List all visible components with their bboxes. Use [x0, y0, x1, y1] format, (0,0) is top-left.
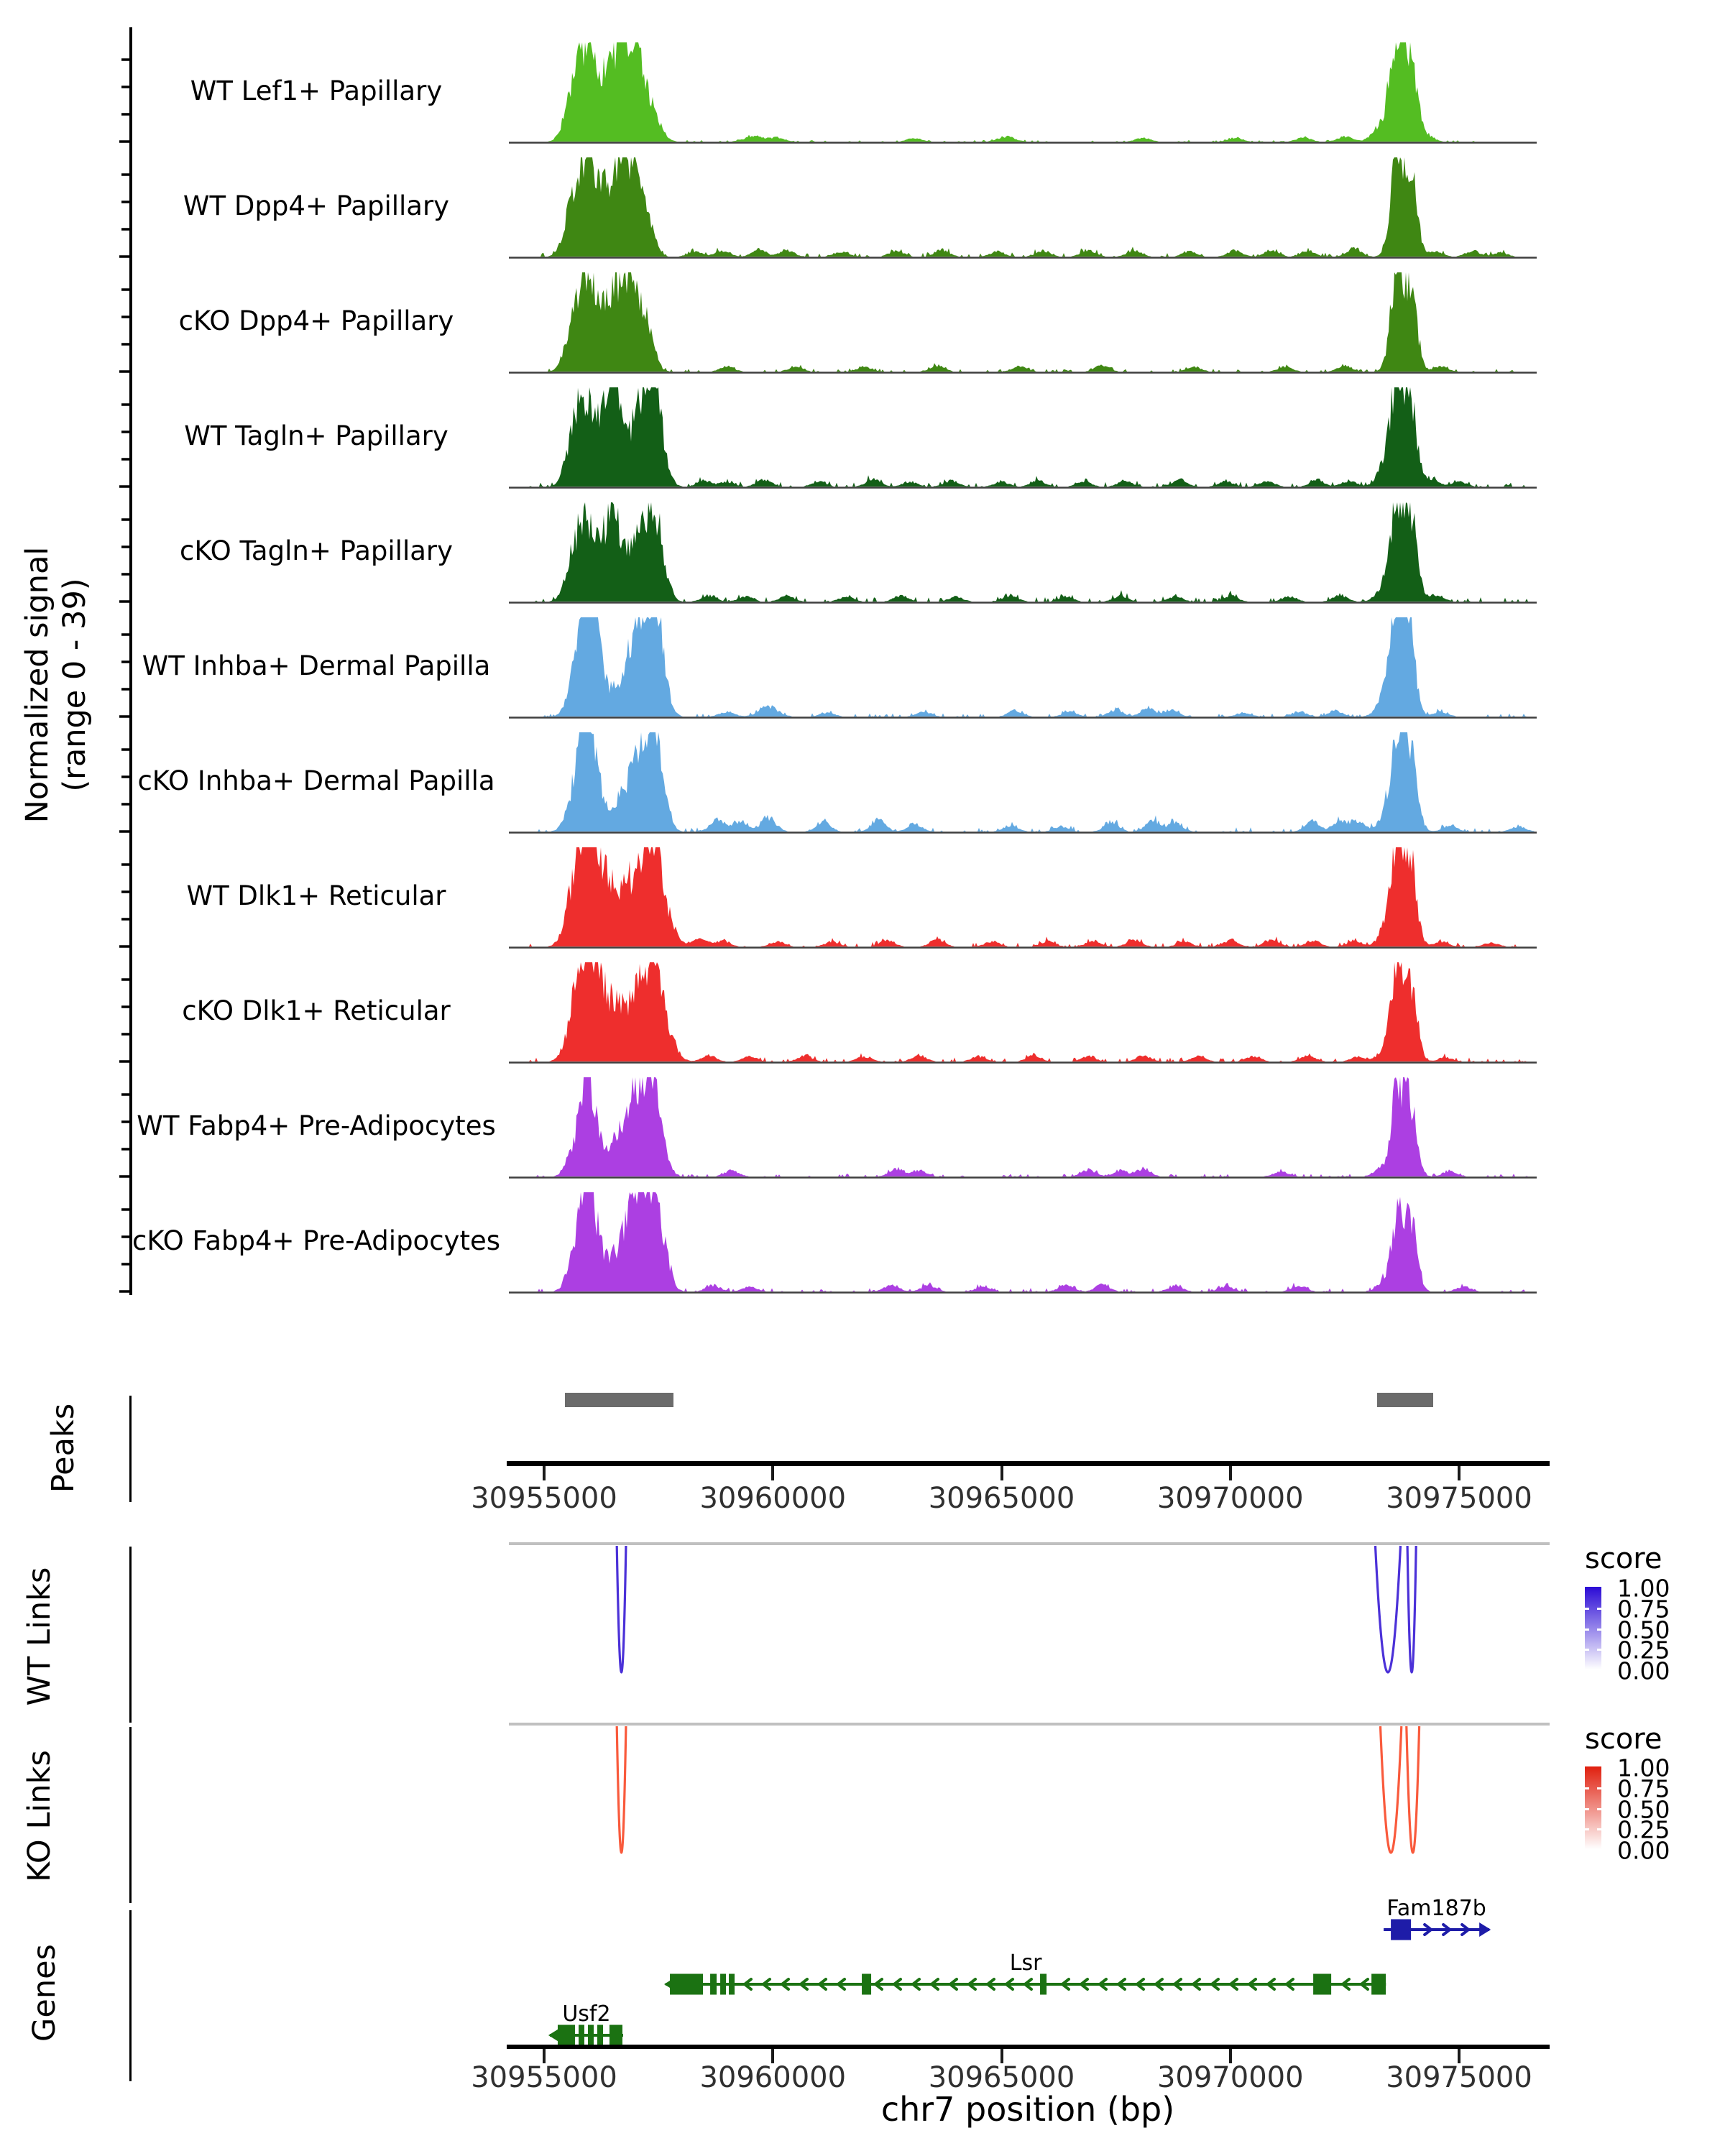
colorbar-notch — [1597, 1608, 1601, 1610]
gene-label: Lsr — [1009, 1950, 1042, 1976]
track-label: cKO Inhba+ Dermal Papilla — [137, 765, 495, 796]
x-tick-label: 30960000 — [699, 1482, 847, 1515]
score-tick-label: 0.00 — [1617, 1836, 1670, 1865]
colorbar-notch — [1585, 1608, 1589, 1610]
track-label: cKO Tagln+ Papillary — [179, 535, 454, 566]
score-tick-label: 0.50 — [1617, 1616, 1670, 1644]
x-axis-tick — [543, 1466, 546, 1480]
score-tick-label: 0.25 — [1617, 1815, 1670, 1844]
ko-links-axis-line — [129, 1727, 132, 1903]
coverage-track — [509, 32, 1538, 145]
wt-links-arcs — [509, 1544, 1538, 1685]
genes-section-label: Genes — [27, 1944, 63, 2042]
lower-x-axis-bar — [507, 2045, 1550, 2049]
x-axis-title: chr7 position (bp) — [880, 2090, 1175, 2129]
colorbar-notch — [1585, 1628, 1589, 1631]
x-tick-label: 30965000 — [928, 1482, 1075, 1515]
track-label: cKO Dpp4+ Papillary — [178, 305, 454, 336]
x-axis-tick — [771, 1466, 774, 1480]
peaks-axis-line — [129, 1396, 132, 1502]
track-label: cKO Fabp4+ Pre-Adipocytes — [132, 1225, 500, 1256]
wt-links-section-label: WT Links — [22, 1567, 58, 1706]
gene-label: Usf2 — [562, 2001, 611, 2027]
track-label: cKO Dlk1+ Reticular — [182, 995, 451, 1026]
peaks-section-label: Peaks — [45, 1403, 81, 1493]
colorbar-notch — [1597, 1828, 1601, 1830]
x-tick-label: 30955000 — [471, 1482, 617, 1515]
colorbar-notch — [1585, 1787, 1589, 1789]
coverage-track — [509, 607, 1538, 720]
track-label: WT Dpp4+ Papillary — [183, 190, 450, 221]
coverage-track — [509, 377, 1538, 490]
x-axis-tick — [1458, 1466, 1460, 1480]
colorbar-notch — [1585, 1808, 1589, 1810]
coverage-track — [509, 1067, 1538, 1180]
track-label: WT Inhba+ Dermal Papilla — [142, 650, 491, 681]
y-axis-label-line2: (range 0 - 39) — [57, 578, 93, 792]
x-tick-label: 30960000 — [699, 2061, 847, 2094]
peak-interval — [1377, 1393, 1433, 1407]
colorbar-notch — [1597, 1787, 1601, 1789]
x-tick-label: 30970000 — [1156, 1482, 1304, 1515]
peak-interval — [565, 1393, 673, 1407]
score-tick-label: 0.00 — [1617, 1657, 1670, 1685]
score-tick-label: 0.50 — [1617, 1795, 1670, 1823]
coverage-track — [509, 1181, 1538, 1295]
ko-links-arcs — [509, 1725, 1538, 1865]
x-tick-label: 30965000 — [928, 2061, 1075, 2094]
x-tick-label: 30970000 — [1156, 2061, 1304, 2094]
colorbar-notch — [1597, 1808, 1601, 1810]
track-label: WT Lef1+ Papillary — [190, 75, 443, 106]
x-axis-tick — [1000, 1466, 1003, 1480]
coverage-track — [509, 952, 1538, 1065]
score-tick-label: 0.75 — [1617, 1595, 1670, 1623]
wt-links-axis-line — [129, 1547, 132, 1723]
score-tick-label: 1.00 — [1617, 1754, 1670, 1782]
track-label: WT Fabp4+ Pre-Adipocytes — [137, 1110, 496, 1141]
x-axis-tick — [1229, 1466, 1232, 1480]
score-tick-label: 1.00 — [1617, 1574, 1670, 1603]
track-label: WT Tagln+ Papillary — [184, 420, 448, 451]
colorbar-notch — [1585, 1649, 1589, 1651]
wt-score-legend-title: score — [1585, 1542, 1662, 1575]
colorbar-notch — [1585, 1828, 1589, 1830]
coverage-track — [509, 147, 1538, 260]
coverage-track — [509, 492, 1538, 605]
track-label: WT Dlk1+ Reticular — [186, 880, 446, 911]
y-axis-label-line1: Normalized signal — [19, 546, 55, 824]
score-tick-label: 0.75 — [1617, 1774, 1670, 1803]
x-tick-label: 30975000 — [1386, 2061, 1532, 2094]
colorbar-notch — [1597, 1649, 1601, 1651]
ko-score-legend-title: score — [1585, 1723, 1662, 1756]
genes-axis-line — [129, 1910, 132, 2081]
coverage-track — [509, 262, 1538, 375]
ko-links-section-label: KO Links — [22, 1750, 58, 1882]
x-tick-label: 30975000 — [1386, 1482, 1532, 1515]
x-tick-label: 30955000 — [471, 2061, 617, 2094]
gene-label: Fam187b — [1386, 1896, 1486, 1921]
coverage-track — [509, 837, 1538, 950]
coverage-track — [509, 722, 1538, 835]
upper-x-axis-bar — [507, 1461, 1550, 1466]
colorbar-notch — [1597, 1628, 1601, 1631]
score-tick-label: 0.25 — [1617, 1636, 1670, 1664]
